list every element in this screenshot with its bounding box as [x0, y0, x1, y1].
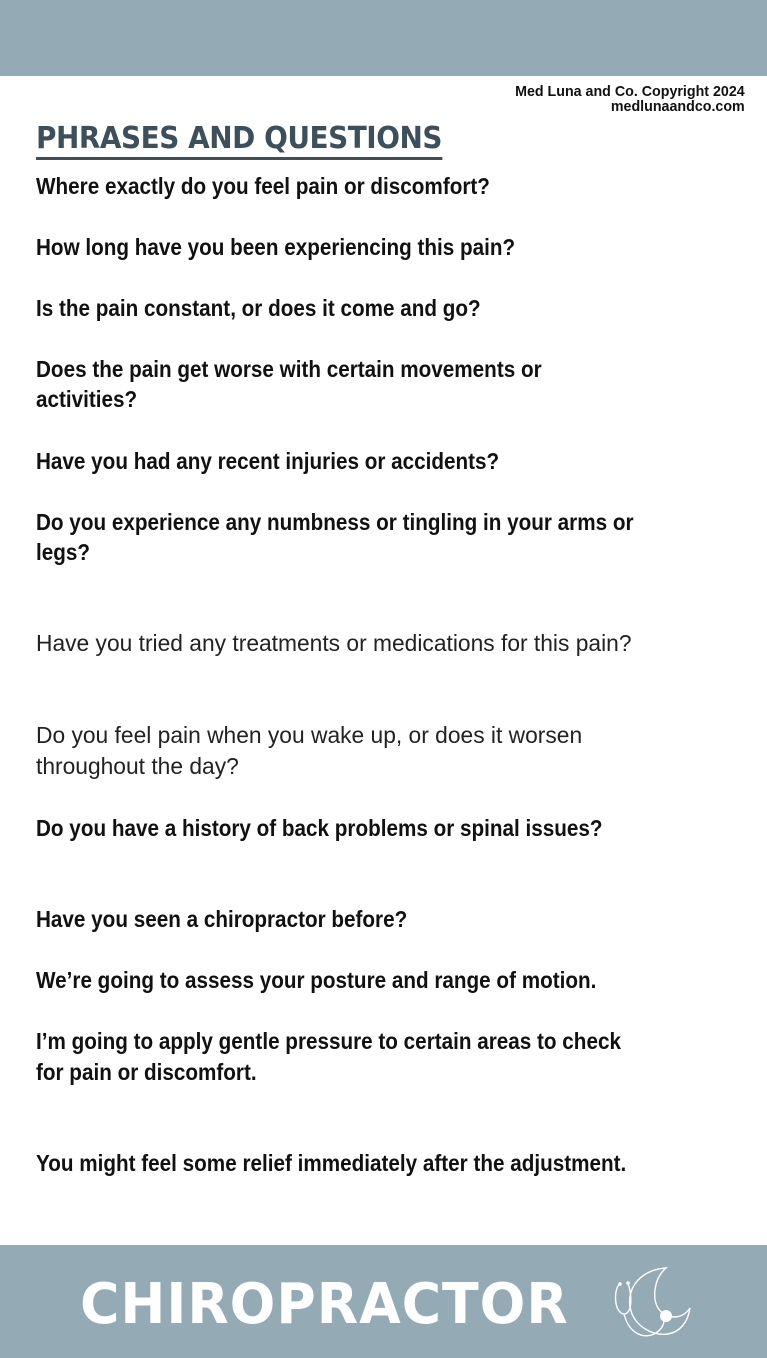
- phrase-7: Have you tried any treatments or medications for this pain?: [36, 630, 632, 656]
- top-banner: [0, 0, 767, 76]
- phrase-8-line-1: Do you feel pain when you wake up, or does it worsen: [36, 722, 583, 748]
- phrase-8-line-2: throughout the day?: [36, 753, 239, 779]
- phrase-9: Do you have a history of back problems or spinal issues?: [36, 815, 603, 841]
- moon-stethoscope-icon: [606, 1264, 692, 1340]
- phrase-2: How long have you been experiencing this pain?: [36, 234, 516, 260]
- phrase-13: You might feel some relief immediately after the adjustment.: [36, 1150, 627, 1176]
- phrase-10: Have you seen a chiropractor before?: [36, 906, 408, 932]
- phrase-4-line-2: activities?: [36, 386, 138, 412]
- website-text: medlunaandco.com: [611, 98, 745, 115]
- brand-title: CHIROPRACTOR: [80, 1272, 569, 1337]
- phrase-4-line-1: Does the pain get worse with certain movements or: [36, 356, 542, 382]
- phrase-1: Where exactly do you feel pain or discomfort?: [36, 173, 490, 199]
- phrase-3: Is the pain constant, or does it come and go?: [36, 295, 481, 321]
- phrase-12-line-1: I’m going to apply gentle pressure to certain areas to check: [36, 1028, 621, 1054]
- page-title: PHRASES AND QUESTIONS: [36, 122, 442, 160]
- phrase-6-line-2: legs?: [36, 539, 91, 565]
- phrase-5: Have you had any recent injuries or accidents?: [36, 448, 500, 474]
- copyright-block: [515, 84, 745, 114]
- phrase-11: We’re going to assess your posture and range of motion.: [36, 967, 597, 993]
- phrase-12-line-2: for pain or discomfort.: [36, 1059, 257, 1085]
- copyright-text: Med Luna and Co. Copyright 2024: [515, 83, 745, 100]
- phrase-6-line-1: Do you experience any numbness or tingling in your arms or: [36, 509, 634, 535]
